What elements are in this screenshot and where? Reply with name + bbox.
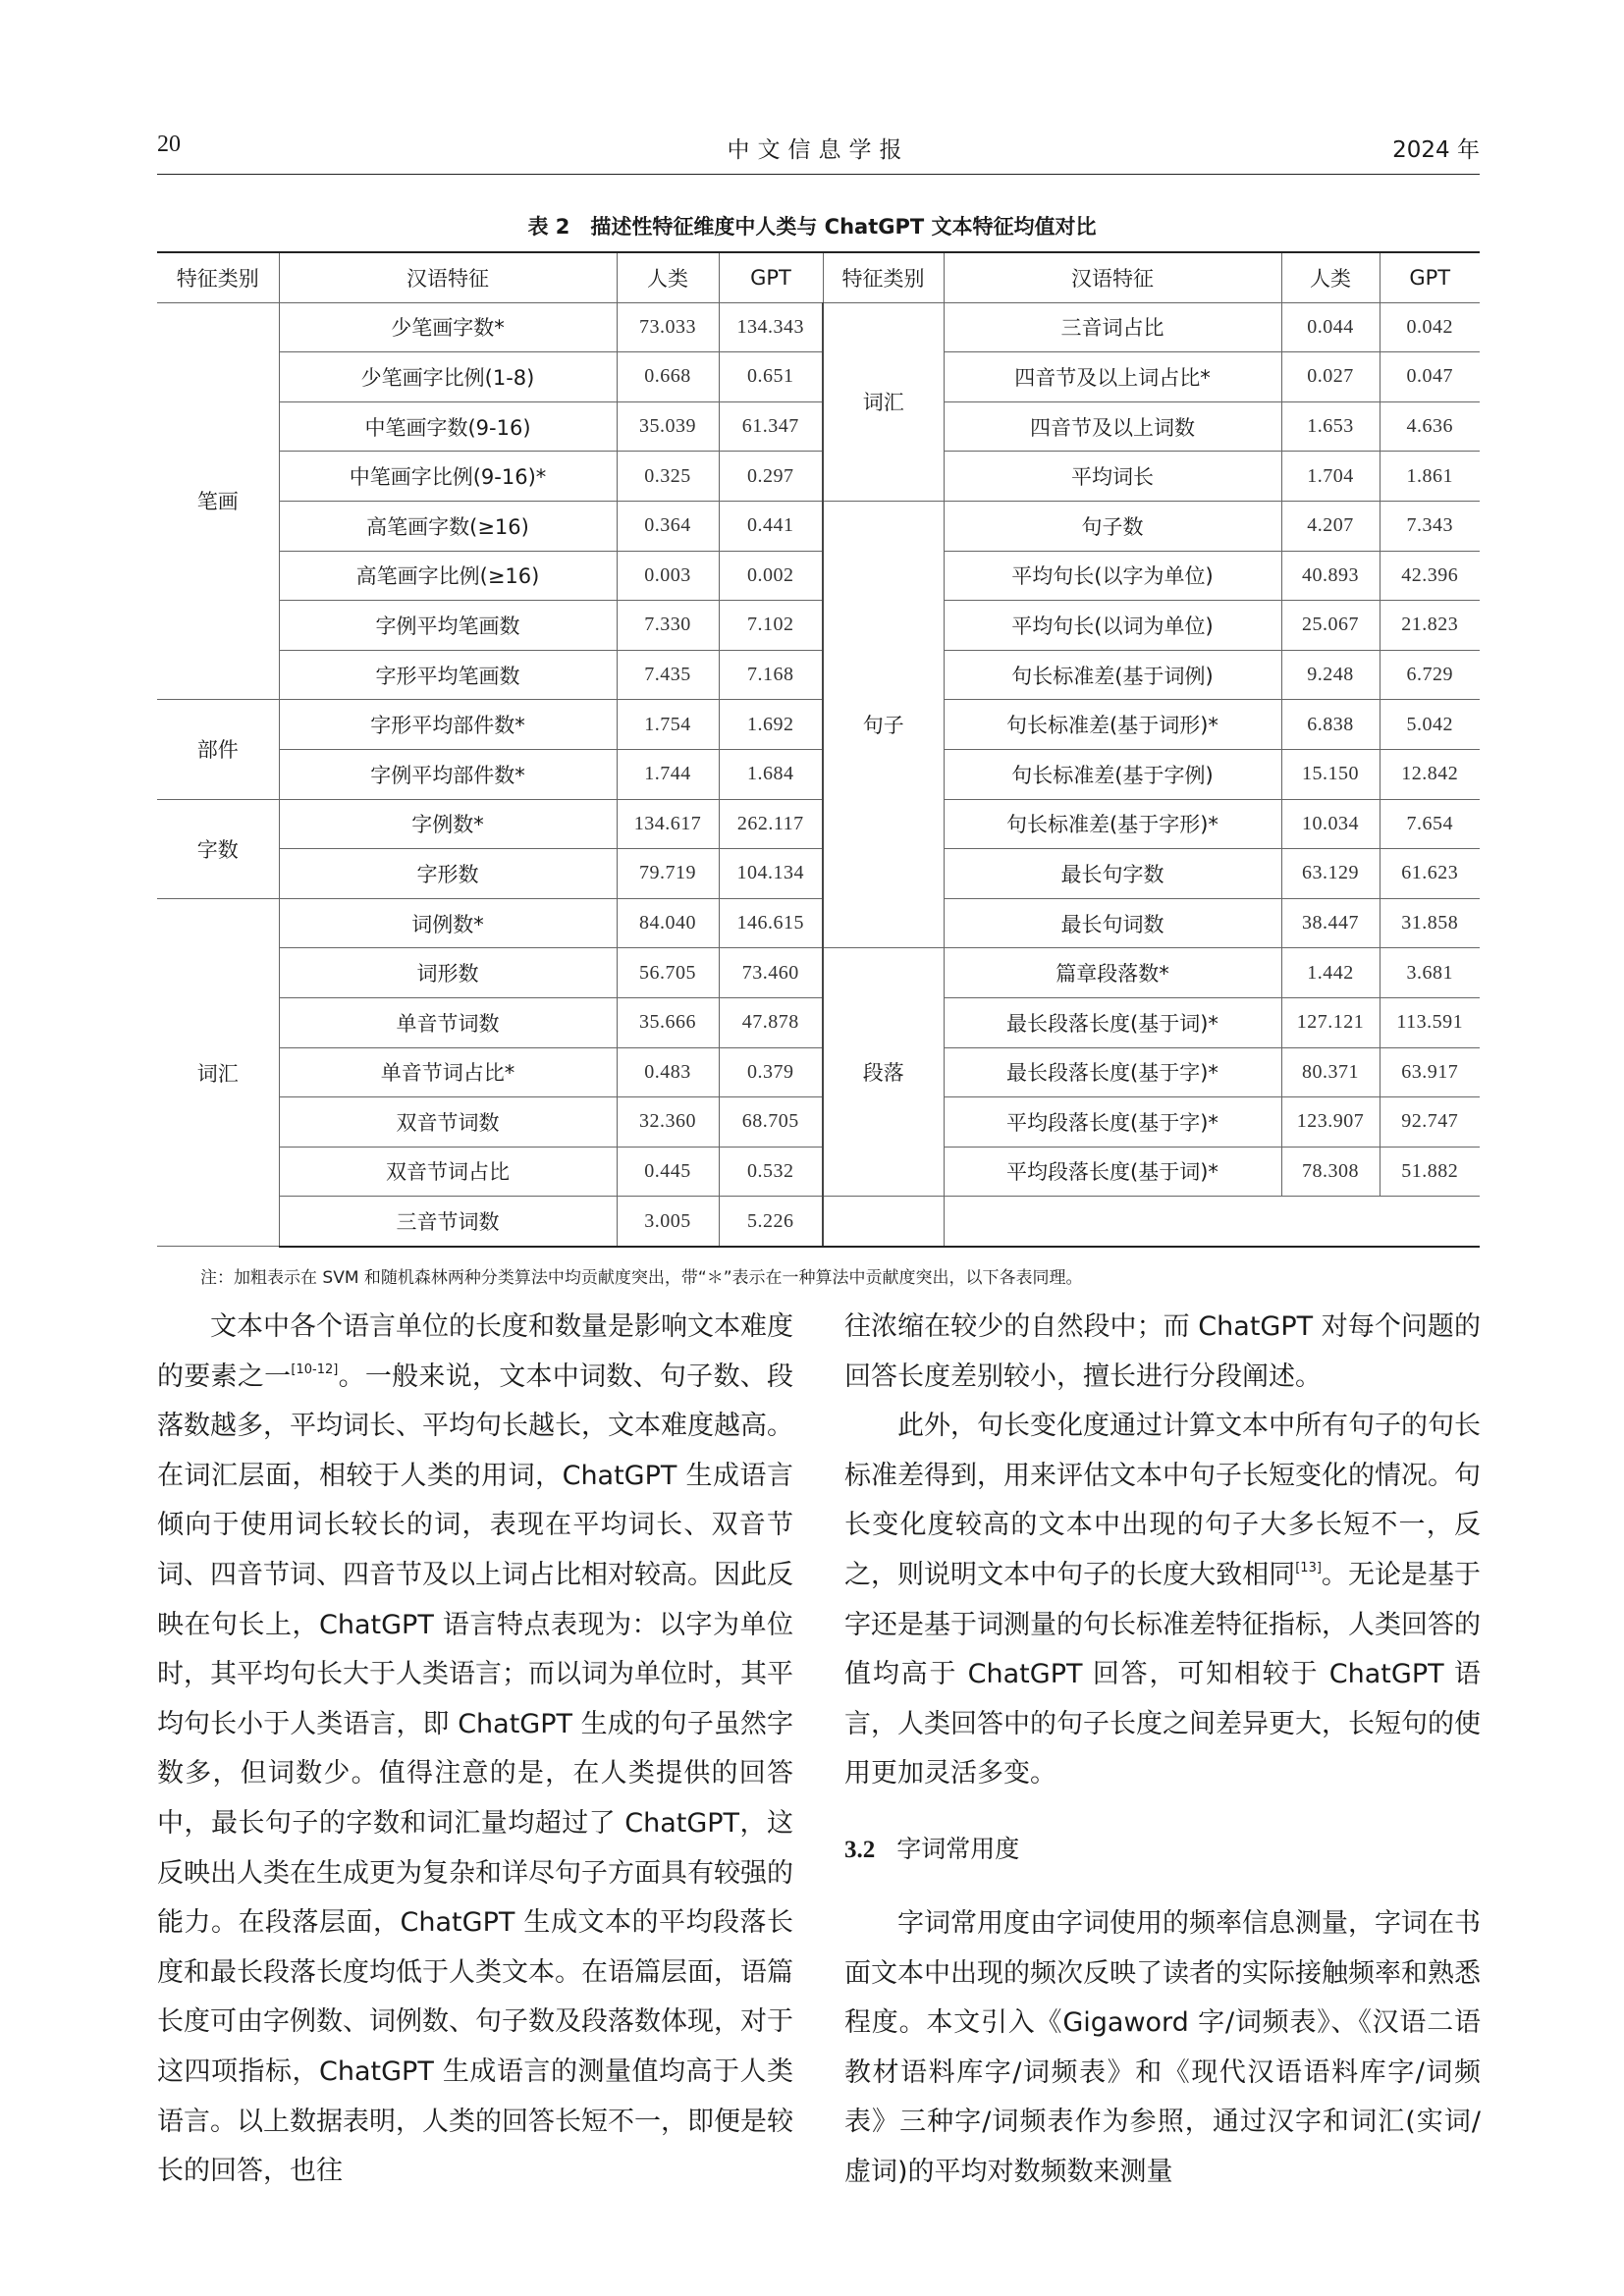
feature-cell: 平均词长 xyxy=(944,452,1281,502)
feature-cell: 句长标准差(基于词例) xyxy=(944,650,1281,700)
human-value-cell: 79.719 xyxy=(617,849,719,899)
gpt-value-cell: 1.692 xyxy=(719,700,823,750)
table-header-row xyxy=(157,252,1480,302)
publication-year: 2024 年 xyxy=(1392,137,1480,163)
gpt-value-cell: 1.684 xyxy=(719,749,823,799)
feature-cell: 词形数 xyxy=(279,948,617,998)
feature-cell: 句长标准差(基于词形)* xyxy=(944,700,1281,750)
gpt-value-cell: 1.861 xyxy=(1380,452,1480,502)
gpt-value-cell: 3.681 xyxy=(1380,948,1480,998)
feature-comparison-table xyxy=(157,251,1480,1248)
gpt-value-cell: 113.591 xyxy=(1380,997,1480,1047)
table-row xyxy=(157,700,1480,750)
human-value-cell: 1.704 xyxy=(1281,452,1380,502)
human-value-cell: 63.129 xyxy=(1281,849,1380,899)
feature-cell: 最长段落长度(基于词)* xyxy=(944,997,1281,1047)
paragraph xyxy=(844,1402,1481,1799)
section-heading xyxy=(844,1821,1481,1878)
category-cell: 笔画 xyxy=(157,302,279,700)
human-value-cell: 73.033 xyxy=(617,302,719,352)
gpt-value-cell: 51.882 xyxy=(1380,1147,1480,1197)
page-number: 20 xyxy=(157,132,181,157)
human-value-cell: 4.207 xyxy=(1281,501,1380,551)
gpt-value-cell: 61.347 xyxy=(719,401,823,452)
gpt-value-cell: 42.396 xyxy=(1380,551,1480,601)
gpt-value-cell: 5.042 xyxy=(1380,700,1480,750)
human-value-cell: 0.445 xyxy=(617,1147,719,1197)
feature-cell: 双音节词数 xyxy=(279,1097,617,1148)
gpt-value-cell: 7.168 xyxy=(719,650,823,700)
gpt-value-cell: 0.651 xyxy=(719,352,823,402)
feature-cell: 篇章段落数* xyxy=(944,948,1281,998)
human-value-cell: 123.907 xyxy=(1281,1097,1380,1148)
gpt-value-cell: 31.858 xyxy=(1380,898,1480,948)
feature-cell: 句子数 xyxy=(944,501,1281,551)
human-value-cell: 1.754 xyxy=(617,700,719,750)
gpt-value-cell: 0.002 xyxy=(719,551,823,601)
human-value-cell: 32.360 xyxy=(617,1097,719,1148)
column-header: 人类 xyxy=(617,252,719,302)
header-rule xyxy=(157,174,1480,175)
paragraph-text: 此外，句长变化度通过计算文本中所有句子的句长标准差得到，用来评估文本中句子长短变化的情况。句长变化度较高的文本中出现的句子大多长短不一，反之，则说明文本中句子的长度大致相同 xyxy=(844,1411,1481,1590)
paragraph: 字词常用度由字词使用的频率信息测量，字词在书面文本中出现的频次反映了读者的实际接触频率和熟悉程度。本文引入《Gigaword 字/词频表》、《汉语二语教材语料库字/词频表》和《现代汉语语料库字/词频表》三种字/词频表作为参照，通过汉字和词汇(实词/虚词)的平均对数频数来测量 xyxy=(844,1907,1481,2187)
gpt-value-cell: 47.878 xyxy=(719,997,823,1047)
gpt-value-cell: 0.042 xyxy=(1380,302,1480,352)
human-value-cell: 0.027 xyxy=(1281,352,1380,402)
feature-cell: 四音节及以上词占比* xyxy=(944,352,1281,402)
gpt-value-cell: 68.705 xyxy=(719,1097,823,1148)
table-row xyxy=(157,352,1480,402)
paragraph-text: 。无论是基于字还是基于词测量的句长标准差特征指标，人类回答的值均高于 ChatGPT 回答，可知相较于 ChatGPT 语言，人类回答中的句子长度之间差异更大，长短句的使用更加灵活多变。 xyxy=(844,1559,1482,1789)
table-row xyxy=(157,799,1480,849)
gpt-value-cell: 7.102 xyxy=(719,601,823,651)
feature-cell: 字例平均笔画数 xyxy=(279,601,617,651)
human-value-cell: 10.034 xyxy=(1281,799,1380,849)
paragraph-text: 。一般来说，文本中词数、句子数、段落数越多，平均词长、平均句长越长，文本难度越高。在词汇层面，相较于人类的用词，ChatGPT 生成语言倾向于使用词长较长的词，表现在平均词长、双音节词、四音节词、四音节及以上词占比相对较高。因此反映在句长上，ChatGPT 语言特点表现为：以字为单位时，其平均句长大于人类语言；而以词为单位时，其平均句长小于人类语言，即 ChatGPT 生成的句子虽然字数多，但词数少。值得注意的是，在人类提供的回答中，最长句子的字数和词汇量均超过了 ChatGPT，这反映出人类在生成更为复杂和详尽句子方面具有较强的能力。在段落层面，ChatGPT 生成文本的平均段落长度和最长段落长度均低于人类文本。在语篇层面，语篇长度可由字例数、词例数、句子数及段落数体现，对于这四项指标，ChatGPT 生成语言的测量值均高于人类语言。以上数据表明，人类的回答长短不一，即便是较长的回答，也往 xyxy=(157,1361,794,2187)
human-value-cell: 15.150 xyxy=(1281,749,1380,799)
human-value-cell: 35.666 xyxy=(617,997,719,1047)
human-value-cell: 40.893 xyxy=(1281,551,1380,601)
human-value-cell: 38.447 xyxy=(1281,898,1380,948)
running-header xyxy=(157,132,1480,167)
feature-cell: 中笔画字数(9-16) xyxy=(279,401,617,452)
citation: [10-12] xyxy=(291,1362,339,1377)
feature-cell: 最长句字数 xyxy=(944,849,1281,899)
feature-cell: 字例平均部件数* xyxy=(279,749,617,799)
table-row xyxy=(157,551,1480,601)
feature-cell: 字形平均笔画数 xyxy=(279,650,617,700)
human-value-cell: 7.435 xyxy=(617,650,719,700)
table-row xyxy=(157,1047,1480,1097)
table-row xyxy=(157,1097,1480,1148)
gpt-value-cell: 0.297 xyxy=(719,452,823,502)
table-row xyxy=(157,302,1480,352)
empty-cell xyxy=(823,1197,944,1247)
table-row xyxy=(157,898,1480,948)
column-header: 汉语特征 xyxy=(279,252,617,302)
category-cell: 部件 xyxy=(157,700,279,799)
gpt-value-cell: 7.654 xyxy=(1380,799,1480,849)
feature-cell: 平均句长(以词为单位) xyxy=(944,601,1281,651)
human-value-cell: 56.705 xyxy=(617,948,719,998)
category-cell: 段落 xyxy=(823,948,944,1197)
feature-cell: 最长句词数 xyxy=(944,898,1281,948)
gpt-value-cell: 73.460 xyxy=(719,948,823,998)
table-row xyxy=(157,1147,1480,1197)
table-row xyxy=(157,650,1480,700)
human-value-cell: 9.248 xyxy=(1281,650,1380,700)
gpt-value-cell: 134.343 xyxy=(719,302,823,352)
table-row xyxy=(157,452,1480,502)
gpt-value-cell: 63.917 xyxy=(1380,1047,1480,1097)
human-value-cell: 7.330 xyxy=(617,601,719,651)
feature-cell: 单音节词占比* xyxy=(279,1047,617,1097)
category-cell: 字数 xyxy=(157,799,279,898)
feature-cell: 三音节词数 xyxy=(279,1197,617,1247)
feature-cell: 双音节词占比 xyxy=(279,1147,617,1197)
gpt-value-cell: 6.729 xyxy=(1380,650,1480,700)
column-header: 特征类别 xyxy=(157,252,279,302)
human-value-cell: 127.121 xyxy=(1281,997,1380,1047)
gpt-value-cell: 104.134 xyxy=(719,849,823,899)
paragraph: 往浓缩在较少的自然段中；而 ChatGPT 对每个问题的回答长度差别较小，擅长进行分段阐述。 xyxy=(844,1311,1481,1392)
gpt-value-cell: 0.379 xyxy=(719,1047,823,1097)
table-row xyxy=(157,849,1480,899)
feature-cell: 最长段落长度(基于字)* xyxy=(944,1047,1281,1097)
table-note: 注：加粗表示在 SVM 和随机森林两种分类算法中均贡献度突出，带“＊”表示在一种算法中贡献度突出，以下各表同理。 xyxy=(200,1268,1083,1288)
feature-cell: 高笔画字数(≥16) xyxy=(279,501,617,551)
table-row xyxy=(157,501,1480,551)
human-value-cell: 3.005 xyxy=(617,1197,719,1247)
gpt-value-cell: 146.615 xyxy=(719,898,823,948)
human-value-cell: 25.067 xyxy=(1281,601,1380,651)
human-value-cell: 0.364 xyxy=(617,501,719,551)
human-value-cell: 80.371 xyxy=(1281,1047,1380,1097)
human-value-cell: 84.040 xyxy=(617,898,719,948)
human-value-cell: 0.044 xyxy=(1281,302,1380,352)
feature-cell: 少笔画字数* xyxy=(279,302,617,352)
human-value-cell: 0.483 xyxy=(617,1047,719,1097)
column-header: 汉语特征 xyxy=(944,252,1281,302)
table-row xyxy=(157,997,1480,1047)
human-value-cell: 1.744 xyxy=(617,749,719,799)
table-row xyxy=(157,749,1480,799)
feature-cell: 四音节及以上词数 xyxy=(944,401,1281,452)
column-header: GPT xyxy=(719,252,823,302)
section-title: 字词常用度 xyxy=(896,1834,1020,1863)
gpt-value-cell: 0.532 xyxy=(719,1147,823,1197)
human-value-cell: 35.039 xyxy=(617,401,719,452)
table-row xyxy=(157,948,1480,998)
gpt-value-cell: 4.636 xyxy=(1380,401,1480,452)
column-header: 人类 xyxy=(1281,252,1380,302)
human-value-cell: 134.617 xyxy=(617,799,719,849)
feature-cell: 字形平均部件数* xyxy=(279,700,617,750)
right-column xyxy=(844,1303,1481,2198)
human-value-cell: 1.442 xyxy=(1281,948,1380,998)
paragraph-text: 文本中各个语言单位的长度和数量是影响文本难度的要素之一 xyxy=(157,1311,793,1392)
human-value-cell: 0.003 xyxy=(617,551,719,601)
human-value-cell: 6.838 xyxy=(1281,700,1380,750)
category-cell: 句子 xyxy=(823,501,944,947)
feature-cell: 单音节词数 xyxy=(279,997,617,1047)
feature-cell: 平均段落长度(基于字)* xyxy=(944,1097,1281,1148)
feature-cell: 句长标准差(基于字例) xyxy=(944,749,1281,799)
column-header: GPT xyxy=(1380,252,1480,302)
human-value-cell: 78.308 xyxy=(1281,1147,1380,1197)
gpt-value-cell: 0.441 xyxy=(719,501,823,551)
paragraph xyxy=(157,1303,793,2197)
citation: [13] xyxy=(1295,1560,1322,1575)
gpt-value-cell: 21.823 xyxy=(1380,601,1480,651)
table-row xyxy=(157,1197,1480,1247)
feature-cell: 词例数* xyxy=(279,898,617,948)
section-number: 3.2 xyxy=(844,1836,876,1863)
feature-cell: 平均句长(以字为单位) xyxy=(944,551,1281,601)
table-row xyxy=(157,601,1480,651)
gpt-value-cell: 262.117 xyxy=(719,799,823,849)
feature-cell: 字例数* xyxy=(279,799,617,849)
feature-cell: 三音词占比 xyxy=(944,302,1281,352)
gpt-value-cell: 0.047 xyxy=(1380,352,1480,402)
category-cell: 词汇 xyxy=(157,898,279,1247)
table-row xyxy=(157,401,1480,452)
feature-cell: 高笔画字比例(≥16) xyxy=(279,551,617,601)
gpt-value-cell: 7.343 xyxy=(1380,501,1480,551)
column-header: 特征类别 xyxy=(823,252,944,302)
feature-cell: 中笔画字比例(9-16)* xyxy=(279,452,617,502)
table-caption: 表 2 描述性特征维度中人类与 ChatGPT 文本特征均值对比 xyxy=(527,215,1097,239)
journal-name: 中文信息学报 xyxy=(727,137,910,163)
gpt-value-cell: 61.623 xyxy=(1380,849,1480,899)
human-value-cell: 0.325 xyxy=(617,452,719,502)
human-value-cell: 0.668 xyxy=(617,352,719,402)
human-value-cell: 1.653 xyxy=(1281,401,1380,452)
empty-cell xyxy=(944,1197,1480,1247)
category-cell: 词汇 xyxy=(823,302,944,501)
feature-cell: 句长标准差(基于字形)* xyxy=(944,799,1281,849)
feature-cell: 平均段落长度(基于词)* xyxy=(944,1147,1281,1197)
gpt-value-cell: 5.226 xyxy=(719,1197,823,1247)
gpt-value-cell: 92.747 xyxy=(1380,1097,1480,1148)
left-column xyxy=(157,1303,793,2197)
gpt-value-cell: 12.842 xyxy=(1380,749,1480,799)
feature-cell: 少笔画字比例(1-8) xyxy=(279,352,617,402)
feature-cell: 字形数 xyxy=(279,849,617,899)
